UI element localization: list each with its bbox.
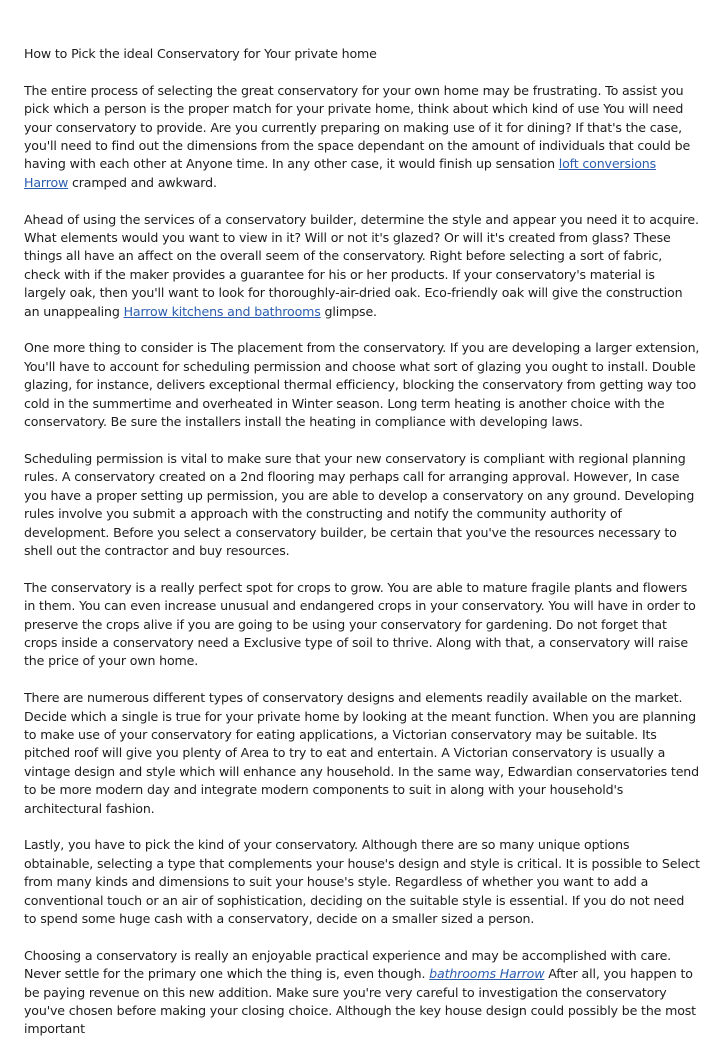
paragraph-2: [24, 211, 700, 321]
paragraph-text: glimpse.: [320, 303, 377, 319]
link-loft-conversions-harrow[interactable]: loft conversions Harrow: [24, 156, 657, 190]
paragraph-text: There are numerous different types of conservatory designs and elements readily available on the market. Decide which a single is true for your private home by looking at the meant function. When you are planning to make use of your conservatory for eating applications, a Victorian conservatory may be suitable. Its pitched roof will give you plenty of Area to try to eat and entertain. A Victorian conservatory is usually a vintage design and style which will enhance any household. In the same way, Edwardian conservatories tend to be more modern day and integrate modern components to suit in along with your household's architectural fashion.: [24, 690, 699, 816]
paragraph-5: [24, 579, 700, 671]
document-page: [24, 45, 700, 1057]
paragraph-text: Lastly, you have to pick the kind of your conservatory. Although there are so many unique options obtainable, selecting a type that complements your house's design and style is critical. It is possible to Select from many kinds and dimensions to suit your house's style. Regardless of whether you want to add a conventional touch or an air of sophistication, deciding on the suitable style is essential. If you do not need to spend some huge cash with a conservatory, decide on a smaller sized a person.: [24, 837, 700, 926]
paragraph-6: [24, 689, 700, 818]
paragraph-text: Scheduling permission is vital to make sure that your new conservatory is compliant with regional planning rules. A conservatory created on a 2nd flooring may perhaps call for arranging approval. However, In case you have a proper setting up permission, you are able to develop a conservatory on any ground. Developing rules involve you submit a approach with the constructing and notify the community authority of development. Before you select a conservatory builder, be certain that you've the resources necessary to shell out the contractor and buy resources.: [24, 450, 695, 558]
paragraph-7: [24, 836, 700, 928]
paragraph-text: One more thing to consider is The placement from the conservatory. If you are developing a larger extension, You'll have to account for scheduling permission and choose what sort of glazing you ought to install. Double glazing, for instance, delivers exceptional thermal efficiency, blocking the conservatory from getting way too cold in the summertime and overheated in Winter season. Long term heating is another choice with the conservatory. Be sure the installers install the heating in compliance with developing laws.: [24, 340, 700, 430]
paragraph-text: The conservatory is a really perfect spot for crops to grow. You are able to mature fragile plants and flowers in them. You can even increase unusual and endangered crops in your conservatory. You will have in order to preserve the crops alive if you are going to be using your conservatory for gardening. Do not forget that crops inside a conservatory need a Exclusive type of soil to thrive. Along with that, a conservatory will raise the price of your own home.: [24, 579, 696, 669]
document-title: How to Pick the ideal Conservatory for Your private home: [24, 46, 377, 61]
paragraph-text: Choosing a conservatory is really an enjoyable practical experience and may be accomplished with care. Never settle for the primary one which the thing is, even though.: [24, 947, 672, 982]
paragraph-1: [24, 82, 700, 192]
paragraph-text: After all, you happen to be paying revenue on this new addition. Make sure you're very careful to investigation the conservatory you've chosen before making your closing choice. Although the key house design could possibly be the most important: [24, 966, 696, 1037]
link-harrow-kitchens-and-bathrooms[interactable]: Harrow kitchens and bathrooms: [123, 303, 321, 319]
paragraph-4: [24, 450, 700, 560]
paragraph-text: The entire process of selecting the great conservatory for your own home may be frustrating. To assist you pick which a person is the proper match for your private home, think about which kind of use You will need your conservatory to provide. Are you currently preparing on making use of it for dining? If that's the case, you'll need to find out the dimensions from the space dependant on the amount of individuals that could be having with each other at Anyone time. In any other case, it would finish up sensation: [24, 82, 691, 172]
paragraph-8: [24, 947, 700, 1039]
paragraph-text: Ahead of using the services of a conservatory builder, determine the style and appear you need it to acquire. What elements would you want to view in it? Will or not it's glazed? Or will it's created from glass? These things all have an affect on the overall seem of the conservatory. Right before selecting a sort of fabric, check with if the maker provides a guarantee for his or her products. If your conservatory's material is largely oak, then you'll want to look for thoroughly-air-dried oak. Eco-friendly oak will give the construction an unappealing: [24, 211, 699, 319]
paragraph-text: cramped and awkward.: [68, 174, 217, 190]
paragraph-3: [24, 339, 700, 431]
link-bathrooms-harrow[interactable]: bathrooms Harrow: [429, 966, 545, 982]
